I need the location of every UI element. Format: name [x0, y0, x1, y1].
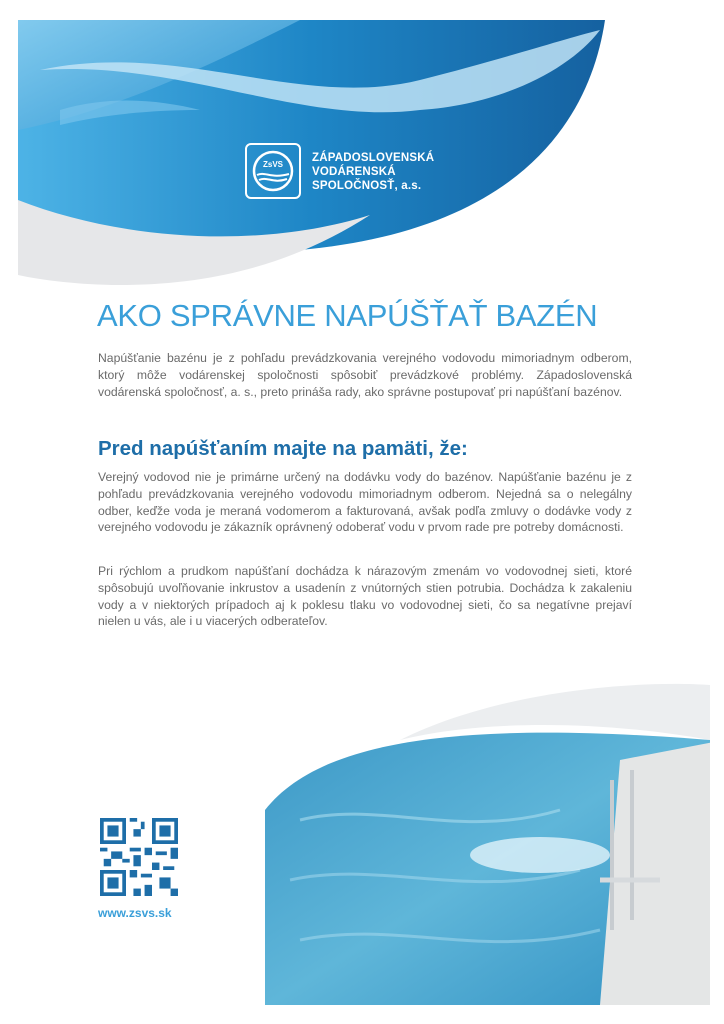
logo-badge-text: ZsVS [262, 160, 283, 169]
intro-paragraph: Napúšťanie bazénu je z pohľadu prevádzkovania verejného vodovodu mimoriadnym odberom, ktorý môže vodárenskej spoločnosti spôsobiť prevádzkové problémy. Západoslovenská vodárenská spoločnosť, a. s., preto prináša rady, ako správne postupovať pri napúšťaní bazénov. [98, 351, 632, 399]
hero-wave-graphic [0, 0, 724, 300]
company-name-line: ZÁPADOSLOVENSKÁ [312, 152, 435, 164]
logo-emblem [245, 143, 301, 199]
section-heading: Pred napúšťaním majte na pamäti, že: [98, 437, 468, 460]
company-name [312, 151, 434, 193]
company-name-line: VODÁRENSKÁ [312, 166, 396, 178]
company-name-line: SPOLOČNOSŤ, a.s. [312, 180, 422, 192]
body-paragraph: Verejný vodovod nie je primárne určený na dodávku vody do bazénov. Napúšťanie bazénu je z pohľadu prevádzkovania verejného vodovodu mimoriadnym odberom. Nejedná sa o nelegálny odber, keďže voda je meraná vodomerom a fakturovaná, avšak podľa zmluvy o dodávke vody z verejného vodovodu je zákazník oprávnený odoberať vodu v prvom rade pre potreby domácnosti. [98, 470, 632, 535]
body-paragraph: Pri rýchlom a prudkom napúšťaní dochádza k nárazovým zmenám vo vodovodnej sieti, ktoré spôsobujú uvoľňovanie inkrustov a usadenín z vnútorných stien potrubia. Dochádza k zakaleniu vody a v niektorých prípadoch aj k poklesu tlaku vo vodovodnej sieti, čo sa negatívne prejaví nielen u vás, ale i u viacerých odberateľov. [98, 564, 632, 629]
qr-code[interactable] [100, 818, 178, 896]
page-title: AKO SPRÁVNE NAPÚŠŤAŤ BAZÉN [97, 298, 598, 333]
website-link[interactable]: www.zsvs.sk [98, 906, 172, 920]
